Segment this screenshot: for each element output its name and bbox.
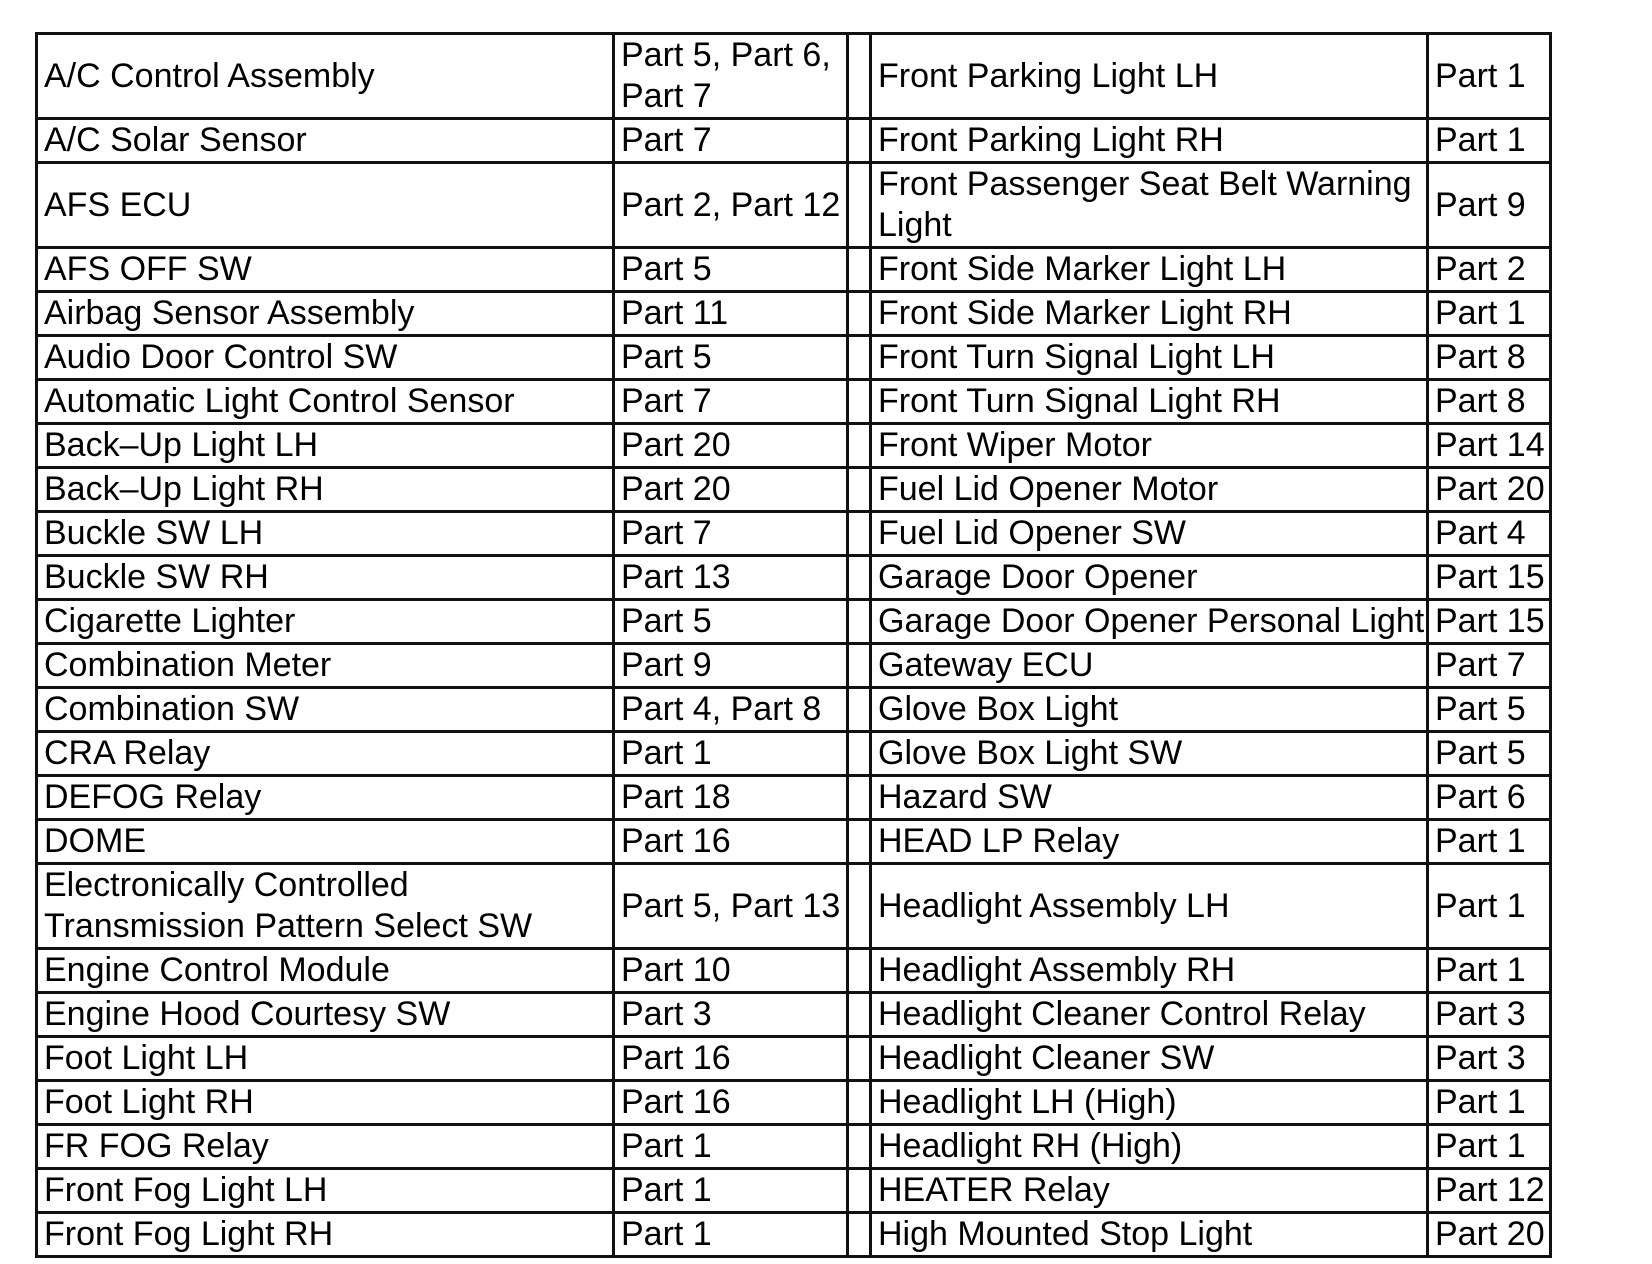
column-gap: [848, 163, 871, 248]
part-reference-cell: Part 9: [614, 644, 848, 688]
component-name-cell: Front Side Marker Light LH: [871, 248, 1428, 292]
part-reference-cell: Part 1: [1428, 34, 1551, 119]
column-gap: [848, 1037, 871, 1081]
part-reference-cell: Part 1: [1428, 864, 1551, 949]
component-name-cell: Glove Box Light SW: [871, 732, 1428, 776]
component-name-cell: Headlight Assembly RH: [871, 949, 1428, 993]
table-row: [37, 688, 1551, 732]
part-reference-cell: Part 13: [614, 556, 848, 600]
part-reference-cell: Part 7: [1428, 644, 1551, 688]
component-name-cell: Hazard SW: [871, 776, 1428, 820]
component-name-cell: HEAD LP Relay: [871, 820, 1428, 864]
component-name-cell: Automatic Light Control Sensor: [37, 380, 614, 424]
part-reference-cell: Part 6: [1428, 776, 1551, 820]
part-reference-cell: Part 7: [614, 380, 848, 424]
table-row: [37, 644, 1551, 688]
column-gap: [848, 820, 871, 864]
part-reference-cell: Part 4: [1428, 512, 1551, 556]
component-name-cell: Fuel Lid Opener SW: [871, 512, 1428, 556]
table-row: [37, 468, 1551, 512]
table-row: [37, 776, 1551, 820]
component-name-cell: Front Parking Light LH: [871, 34, 1428, 119]
part-reference-cell: Part 7: [614, 119, 848, 163]
component-name-cell: Front Wiper Motor: [871, 424, 1428, 468]
part-reference-cell: Part 1: [1428, 1125, 1551, 1169]
column-gap: [848, 600, 871, 644]
component-name-cell: Garage Door Opener Personal Light: [871, 600, 1428, 644]
column-gap: [848, 1081, 871, 1125]
component-name-cell: A/C Control Assembly: [37, 34, 614, 119]
parts-index-body: [37, 34, 1551, 1257]
column-gap: [848, 292, 871, 336]
part-reference-cell: Part 5: [1428, 688, 1551, 732]
table-row: [37, 1169, 1551, 1213]
component-name-cell: Front Fog Light RH: [37, 1213, 614, 1257]
component-name-cell: DEFOG Relay: [37, 776, 614, 820]
component-name-cell: DOME: [37, 820, 614, 864]
part-reference-cell: Part 4, Part 8: [614, 688, 848, 732]
component-name-cell: Buckle SW RH: [37, 556, 614, 600]
table-row: [37, 1081, 1551, 1125]
part-reference-cell: Part 5, Part 6, Part 7: [614, 34, 848, 119]
table-row: [37, 34, 1551, 119]
part-reference-cell: Part 5, Part 13: [614, 864, 848, 949]
part-reference-cell: Part 1: [614, 732, 848, 776]
part-reference-cell: Part 11: [614, 292, 848, 336]
component-name-cell: CRA Relay: [37, 732, 614, 776]
component-name-cell: AFS OFF SW: [37, 248, 614, 292]
part-reference-cell: Part 3: [614, 993, 848, 1037]
table-row: [37, 424, 1551, 468]
part-reference-cell: Part 8: [1428, 336, 1551, 380]
table-row: [37, 600, 1551, 644]
column-gap: [848, 1213, 871, 1257]
table-row: [37, 732, 1551, 776]
part-reference-cell: Part 5: [614, 248, 848, 292]
component-name-cell: Combination Meter: [37, 644, 614, 688]
part-reference-cell: Part 15: [1428, 556, 1551, 600]
part-reference-cell: Part 2, Part 12: [614, 163, 848, 248]
table-row: [37, 512, 1551, 556]
part-reference-cell: Part 3: [1428, 993, 1551, 1037]
part-reference-cell: Part 18: [614, 776, 848, 820]
column-gap: [848, 732, 871, 776]
component-name-cell: HEATER Relay: [871, 1169, 1428, 1213]
part-reference-cell: Part 16: [614, 1081, 848, 1125]
component-name-cell: AFS ECU: [37, 163, 614, 248]
part-reference-cell: Part 8: [1428, 380, 1551, 424]
part-reference-cell: Part 1: [1428, 949, 1551, 993]
table-row: [37, 993, 1551, 1037]
part-reference-cell: Part 14: [1428, 424, 1551, 468]
column-gap: [848, 949, 871, 993]
part-reference-cell: Part 1: [614, 1125, 848, 1169]
part-reference-cell: Part 20: [1428, 468, 1551, 512]
component-name-cell: Combination SW: [37, 688, 614, 732]
table-row: [37, 1037, 1551, 1081]
component-name-cell: FR FOG Relay: [37, 1125, 614, 1169]
component-name-cell: Glove Box Light: [871, 688, 1428, 732]
part-reference-cell: Part 20: [614, 424, 848, 468]
column-gap: [848, 1125, 871, 1169]
component-name-cell: Headlight Cleaner Control Relay: [871, 993, 1428, 1037]
column-gap: [848, 119, 871, 163]
component-name-cell: Buckle SW LH: [37, 512, 614, 556]
table-row: [37, 380, 1551, 424]
part-reference-cell: Part 3: [1428, 1037, 1551, 1081]
part-reference-cell: Part 5: [614, 600, 848, 644]
part-reference-cell: Part 20: [614, 468, 848, 512]
part-reference-cell: Part 16: [614, 820, 848, 864]
column-gap: [848, 336, 871, 380]
table-row: [37, 556, 1551, 600]
part-reference-cell: Part 10: [614, 949, 848, 993]
part-reference-cell: Part 1: [1428, 119, 1551, 163]
component-name-cell: A/C Solar Sensor: [37, 119, 614, 163]
component-name-cell: Foot Light LH: [37, 1037, 614, 1081]
part-reference-cell: Part 20: [1428, 1213, 1551, 1257]
component-name-cell: Engine Control Module: [37, 949, 614, 993]
component-name-cell: Headlight Cleaner SW: [871, 1037, 1428, 1081]
component-name-cell: Gateway ECU: [871, 644, 1428, 688]
column-gap: [848, 468, 871, 512]
table-row: [37, 119, 1551, 163]
component-name-cell: Garage Door Opener: [871, 556, 1428, 600]
part-reference-cell: Part 1: [614, 1213, 848, 1257]
component-name-cell: Headlight LH (High): [871, 1081, 1428, 1125]
column-gap: [848, 512, 871, 556]
table-row: [37, 336, 1551, 380]
part-reference-cell: Part 12: [1428, 1169, 1551, 1213]
column-gap: [848, 1169, 871, 1213]
table-row: [37, 820, 1551, 864]
component-name-cell: Electronically Controlled Transmission Pattern Select SW: [37, 864, 614, 949]
column-gap: [848, 380, 871, 424]
column-gap: [848, 776, 871, 820]
component-name-cell: High Mounted Stop Light: [871, 1213, 1428, 1257]
table-row: [37, 292, 1551, 336]
parts-index-table: [35, 32, 1552, 1258]
column-gap: [848, 688, 871, 732]
part-reference-cell: Part 9: [1428, 163, 1551, 248]
component-name-cell: Front Turn Signal Light RH: [871, 380, 1428, 424]
table-row: [37, 163, 1551, 248]
part-reference-cell: Part 5: [1428, 732, 1551, 776]
component-name-cell: Foot Light RH: [37, 1081, 614, 1125]
component-name-cell: Headlight RH (High): [871, 1125, 1428, 1169]
column-gap: [848, 248, 871, 292]
table-row: [37, 1213, 1551, 1257]
component-name-cell: Engine Hood Courtesy SW: [37, 993, 614, 1037]
column-gap: [848, 556, 871, 600]
part-reference-cell: Part 1: [1428, 1081, 1551, 1125]
component-name-cell: Front Parking Light RH: [871, 119, 1428, 163]
component-name-cell: Airbag Sensor Assembly: [37, 292, 614, 336]
component-name-cell: Front Fog Light LH: [37, 1169, 614, 1213]
part-reference-cell: Part 7: [614, 512, 848, 556]
part-reference-cell: Part 1: [1428, 292, 1551, 336]
component-name-cell: Cigarette Lighter: [37, 600, 614, 644]
part-reference-cell: Part 1: [614, 1169, 848, 1213]
table-row: [37, 864, 1551, 949]
column-gap: [848, 993, 871, 1037]
component-name-cell: Front Passenger Seat Belt Warning Light: [871, 163, 1428, 248]
component-name-cell: Back–Up Light LH: [37, 424, 614, 468]
column-gap: [848, 644, 871, 688]
part-reference-cell: Part 2: [1428, 248, 1551, 292]
column-gap: [848, 34, 871, 119]
table-row: [37, 949, 1551, 993]
component-name-cell: Front Side Marker Light RH: [871, 292, 1428, 336]
component-name-cell: Back–Up Light RH: [37, 468, 614, 512]
part-reference-cell: Part 1: [1428, 820, 1551, 864]
component-name-cell: Fuel Lid Opener Motor: [871, 468, 1428, 512]
table-row: [37, 1125, 1551, 1169]
part-reference-cell: Part 5: [614, 336, 848, 380]
column-gap: [848, 864, 871, 949]
column-gap: [848, 424, 871, 468]
part-reference-cell: Part 16: [614, 1037, 848, 1081]
component-name-cell: Audio Door Control SW: [37, 336, 614, 380]
table-row: [37, 248, 1551, 292]
part-reference-cell: Part 15: [1428, 600, 1551, 644]
component-name-cell: Front Turn Signal Light LH: [871, 336, 1428, 380]
component-name-cell: Headlight Assembly LH: [871, 864, 1428, 949]
